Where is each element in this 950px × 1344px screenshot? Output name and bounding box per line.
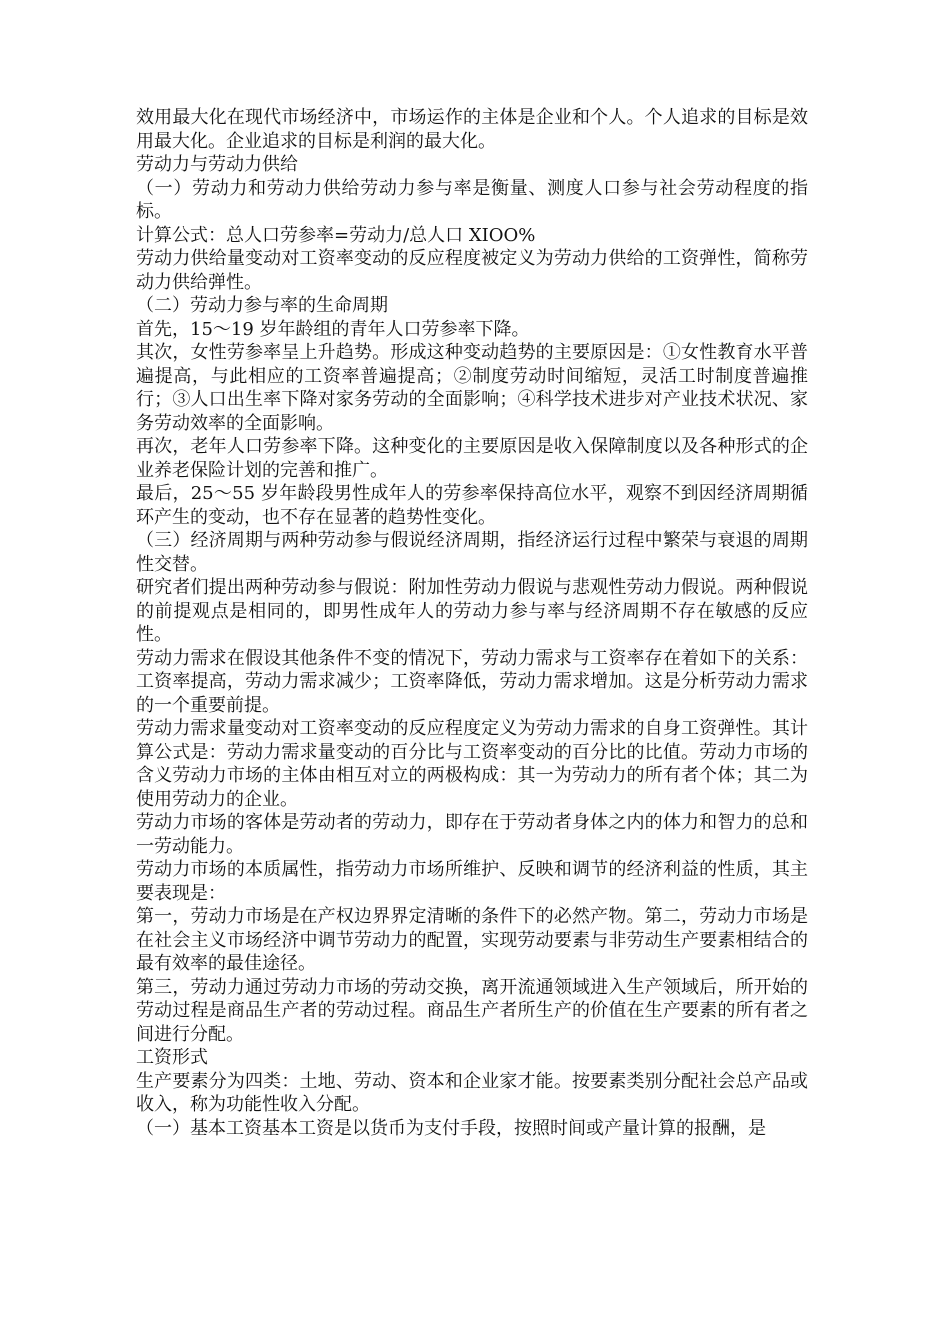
heading-labor-supply: 劳动力与劳动力供给	[136, 154, 298, 175]
paragraph-labor-demand: 劳动力需求在假设其他条件不变的情况下，劳动力需求与工资率存在着如下的关系：工资率提高，劳动力需求减少；工资率降低，劳动力需求增加。这是分析劳动力需求的一个重要前提。	[136, 647, 808, 716]
paragraph-third: 再次，老年人口劳参率下降。这种变化的主要原因是收入保障制度以及各种形式的企业养老保险计划的完善和推广。	[136, 436, 808, 481]
paragraph-first-second: 第一，劳动力市场是在产权边界界定清晰的条件下的必然产物。第二，劳动力市场是在社会主义市场经济中调节劳动力的配置，实现劳动要素与非劳动生产要素相结合的最有效率的最佳途径。	[136, 906, 808, 974]
paragraph-1: 效用最大化在现代市场经济中，市场运作的主体是企业和个人。个人追求的目标是效用最大化。企业追求的目标是利润的最大化。	[136, 107, 808, 152]
paragraph-formula: 计算公式：总人口劳参率=劳动力/总人口 XIOO%	[136, 224, 536, 246]
document-body	[136, 106, 808, 1140]
paragraph-demand-elasticity: 劳动力需求量变动对工资率变动的反应程度定义为劳动力需求的自身工资弹性。其计算公式是：劳动力需求量变动的百分比与工资率变动的百分比的比值。劳动力市场的含义劳动力市场的主体由相互对立的两极构成：其一为劳动力的所有者个体；其二为使用劳动力的企业。	[136, 718, 808, 810]
paragraph-basic-wage: （一）基本工资基本工资是以货币为支付手段，按照时间或产量计算的报酬，是	[136, 1117, 766, 1139]
paragraph-last: 最后，25〜55 岁年龄段男性成年人的劳参率保持高位水平，观察不到因经济周期循环产生的变动，也不存在显著的趋势性变化。	[136, 483, 808, 528]
paragraph-supply-elasticity: 劳动力供给量变动对工资率变动的反应程度被定义为劳动力供给的工资弹性，简称劳动力供给弹性。	[136, 248, 808, 293]
paragraph-labor-participation: （一）劳动力和劳动力供给劳动力参与率是衡量、测度人口参与社会劳动程度的指标。	[136, 177, 808, 222]
heading-wage-forms: 工资形式	[136, 1047, 208, 1068]
paragraph-third-market: 第三，劳动力通过劳动力市场的劳动交换，离开流通领域进入生产领域后，所开始的劳动过程是商品生产者的劳动过程。商品生产者所生产的价值在生产要素的所有者之间进行分配。	[136, 976, 808, 1045]
paragraph-first: 首先，15〜19 岁年龄组的青年人口劳参率下降。	[136, 318, 530, 340]
paragraph-hypotheses: 研究者们提出两种劳动参与假说：附加性劳动力假说与悲观性劳动力假说。两种假说的前提观点是相同的，即男性成年人的劳动力参与率与经济周期不存在敏感的反应性。	[136, 577, 808, 645]
paragraph-market-nature: 劳动力市场的本质属性，指劳动力市场所维护、反映和调节的经济利益的性质，其主要表现是：	[136, 859, 808, 904]
paragraph-market-object: 劳动力市场的客体是劳动者的劳动力，即存在于劳动者身体之内的体力和智力的总和一劳动能力。	[136, 812, 808, 857]
heading-life-cycle: （二）劳动力参与率的生命周期	[136, 295, 388, 316]
paragraph-second: 其次，女性劳参率呈上升趋势。形成这种变动趋势的主要原因是：①女性教育水平普遍提高，与此相应的工资率普遍提高；②制度劳动时间缩短，灵活工时制度普遍推行；③人口出生率下降对家务劳动的全面影响；④科学技术进步对产业技术状况、家务劳动效率的全面影响。	[136, 342, 808, 434]
heading-economic-cycle: （三）经济周期与两种劳动参与假说经济周期，指经济运行过程中繁荣与衰退的周期性交替。	[136, 530, 808, 575]
paragraph-factors: 生产要素分为四类：土地、劳动、资本和企业家才能。按要素类别分配社会总产品或收入，称为功能性收入分配。	[136, 1070, 808, 1115]
